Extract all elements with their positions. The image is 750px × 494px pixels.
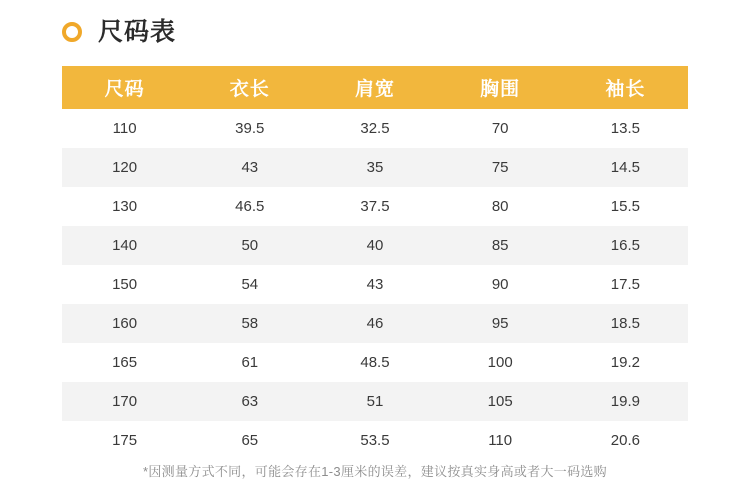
table-row (62, 382, 688, 421)
column-header-length: 衣长 (187, 66, 312, 109)
cell-sleeve: 19.2 (563, 343, 688, 382)
table-row (62, 226, 688, 265)
column-header-sleeve: 袖长 (563, 66, 688, 109)
cell-size: 120 (62, 148, 187, 187)
cell-sleeve: 18.5 (563, 304, 688, 343)
column-header-shoulder: 肩宽 (312, 66, 437, 109)
size-table (62, 66, 688, 460)
cell-size: 130 (62, 187, 187, 226)
table-row (62, 109, 688, 148)
cell-bust: 105 (438, 382, 563, 421)
cell-shoulder: 35 (312, 148, 437, 187)
circle-marker-icon (62, 22, 82, 42)
cell-size: 175 (62, 421, 187, 460)
cell-bust: 90 (438, 265, 563, 304)
cell-shoulder: 32.5 (312, 109, 437, 148)
cell-bust: 85 (438, 226, 563, 265)
cell-size: 165 (62, 343, 187, 382)
column-header-size: 尺码 (62, 66, 187, 109)
cell-size: 170 (62, 382, 187, 421)
cell-length: 61 (187, 343, 312, 382)
cell-shoulder: 37.5 (312, 187, 437, 226)
table-row (62, 148, 688, 187)
cell-sleeve: 16.5 (563, 226, 688, 265)
cell-size: 150 (62, 265, 187, 304)
cell-length: 63 (187, 382, 312, 421)
cell-shoulder: 40 (312, 226, 437, 265)
table-row (62, 187, 688, 226)
cell-bust: 95 (438, 304, 563, 343)
cell-size: 160 (62, 304, 187, 343)
cell-sleeve: 14.5 (563, 148, 688, 187)
cell-length: 54 (187, 265, 312, 304)
cell-shoulder: 51 (312, 382, 437, 421)
cell-sleeve: 20.6 (563, 421, 688, 460)
size-table-head (62, 66, 688, 109)
cell-sleeve: 19.9 (563, 382, 688, 421)
cell-shoulder: 53.5 (312, 421, 437, 460)
cell-bust: 75 (438, 148, 563, 187)
size-table-wrapper (62, 66, 688, 460)
cell-sleeve: 17.5 (563, 265, 688, 304)
cell-shoulder: 48.5 (312, 343, 437, 382)
table-row (62, 304, 688, 343)
cell-sleeve: 13.5 (563, 109, 688, 148)
cell-shoulder: 43 (312, 265, 437, 304)
cell-size: 140 (62, 226, 187, 265)
table-row (62, 343, 688, 382)
cell-bust: 110 (438, 421, 563, 460)
page-title-row (0, 0, 750, 44)
size-table-body (62, 109, 688, 460)
cell-length: 50 (187, 226, 312, 265)
cell-size: 110 (62, 109, 187, 148)
cell-bust: 100 (438, 343, 563, 382)
cell-sleeve: 15.5 (563, 187, 688, 226)
table-header-row (62, 66, 688, 109)
table-row (62, 265, 688, 304)
cell-length: 46.5 (187, 187, 312, 226)
measurement-note: *因测量方式不同，可能会存在1-3厘米的误差，建议按真实身高或者大一码选购 (143, 464, 607, 479)
cell-bust: 80 (438, 187, 563, 226)
cell-length: 39.5 (187, 109, 312, 148)
page-title: 尺码表 (98, 17, 177, 46)
cell-length: 43 (187, 148, 312, 187)
cell-length: 58 (187, 304, 312, 343)
cell-shoulder: 46 (312, 304, 437, 343)
cell-length: 65 (187, 421, 312, 460)
cell-bust: 70 (438, 109, 563, 148)
column-header-bust: 胸围 (438, 66, 563, 109)
table-row (62, 421, 688, 460)
